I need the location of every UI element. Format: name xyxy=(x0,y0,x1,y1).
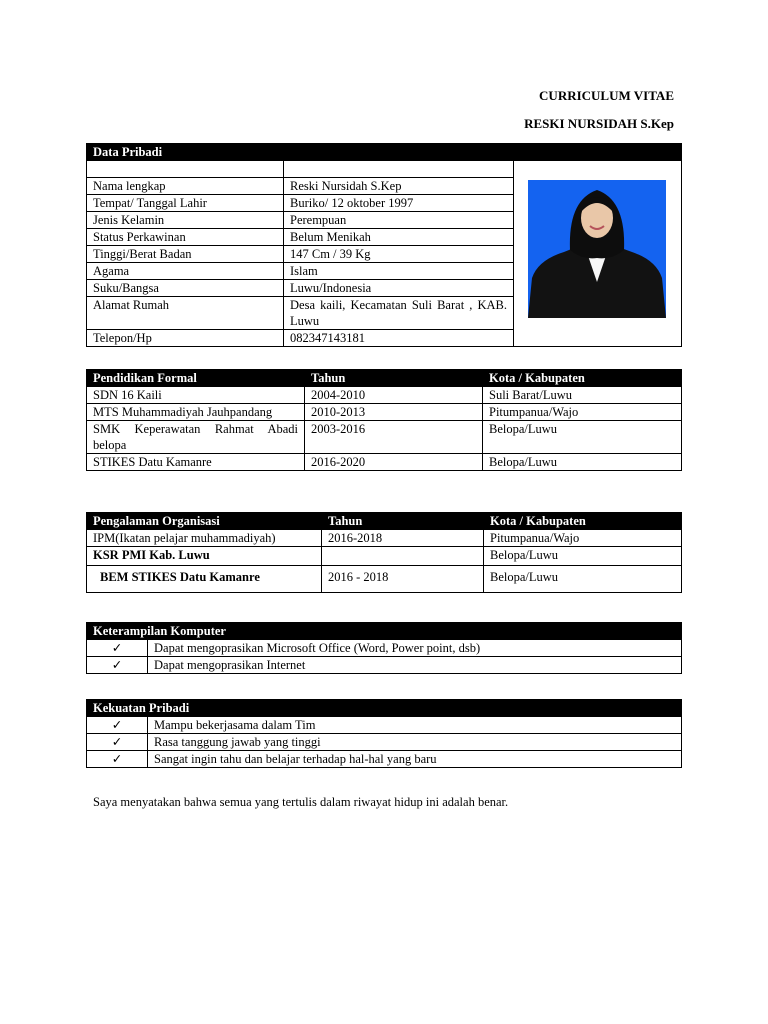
checkmark-icon: ✓ xyxy=(87,657,148,674)
year-cell xyxy=(322,547,484,566)
organization-header: Pengalaman Organisasi xyxy=(87,513,322,530)
strengths-table xyxy=(86,699,682,768)
city-cell: Belopa/Luwu xyxy=(483,421,682,454)
city-cell: Belopa/Luwu xyxy=(483,454,682,471)
label-cell: Tinggi/Berat Badan xyxy=(87,246,284,263)
person-portrait-icon xyxy=(528,180,666,318)
label-cell: Jenis Kelamin xyxy=(87,212,284,229)
skill-item: Dapat mengoprasikan Internet xyxy=(148,657,682,674)
label-cell: Tempat/ Tanggal Lahir xyxy=(87,195,284,212)
year-cell: 2016-2020 xyxy=(305,454,483,471)
education-header: Pendidikan Formal xyxy=(87,370,305,387)
value-cell: Belum Menikah xyxy=(284,229,514,246)
year-cell: 2016-2018 xyxy=(322,530,484,547)
value-cell: Perempuan xyxy=(284,212,514,229)
computer-skills-table xyxy=(86,622,682,674)
value-cell: Desa kaili, Kecamatan Suli Barat , KAB. Luwu xyxy=(284,297,514,330)
photo-cell xyxy=(514,161,682,347)
label-cell: Suku/Bangsa xyxy=(87,280,284,297)
education-header: Tahun xyxy=(305,370,483,387)
value-cell: Reski Nursidah S.Kep xyxy=(284,178,514,195)
city-cell: Belopa/Luwu xyxy=(484,547,682,566)
value-cell: 082347143181 xyxy=(284,330,514,347)
label-cell: Agama xyxy=(87,263,284,280)
profile-photo xyxy=(528,180,666,318)
value-cell: Luwu/Indonesia xyxy=(284,280,514,297)
value-cell: Buriko/ 12 oktober 1997 xyxy=(284,195,514,212)
cv-title: CURRICULUM VITAE xyxy=(539,88,674,103)
strength-item: Mampu bekerjasama dalam Tim xyxy=(148,717,682,734)
org-cell: BEM STIKES Datu Kamanre xyxy=(87,566,322,593)
year-cell: 2010-2013 xyxy=(305,404,483,421)
city-cell: Suli Barat/Luwu xyxy=(483,387,682,404)
org-cell: KSR PMI Kab. Luwu xyxy=(87,547,322,566)
school-cell: MTS Muhammadiyah Jauhpandang xyxy=(87,404,305,421)
cv-name: RESKI NURSIDAH S.Kep xyxy=(524,116,674,131)
school-cell: STIKES Datu Kamanre xyxy=(87,454,305,471)
checkmark-icon: ✓ xyxy=(87,717,148,734)
checkmark-icon: ✓ xyxy=(87,640,148,657)
org-cell: IPM(Ikatan pelajar muhammadiyah) xyxy=(87,530,322,547)
organization-header: Kota / Kabupaten xyxy=(484,513,682,530)
personal-data-table xyxy=(86,143,682,347)
label-cell: Telepon/Hp xyxy=(87,330,284,347)
label-cell: Alamat Rumah xyxy=(87,297,284,330)
school-cell: SDN 16 Kaili xyxy=(87,387,305,404)
blank-cell xyxy=(87,161,284,178)
school-cell: SMK Keperawatan Rahmat Abadi belopa xyxy=(87,421,305,454)
year-cell: 2004-2010 xyxy=(305,387,483,404)
city-cell: Pitumpanua/Wajo xyxy=(484,530,682,547)
declaration-statement: Saya menyatakan bahwa semua yang tertulis dalam riwayat hidup ini adalah benar. xyxy=(93,795,509,809)
strength-item: Rasa tanggung jawab yang tinggi xyxy=(148,734,682,751)
checkmark-icon: ✓ xyxy=(87,734,148,751)
checkmark-icon: ✓ xyxy=(87,751,148,768)
skill-item: Dapat mengoprasikan Microsoft Office (Word, Power point, dsb) xyxy=(148,640,682,657)
blank-cell xyxy=(284,161,514,178)
strength-item: Sangat ingin tahu dan belajar terhadap hal-hal yang baru xyxy=(148,751,682,768)
organization-table xyxy=(86,512,682,593)
city-cell: Belopa/Luwu xyxy=(484,566,682,593)
personal-data-header-blank xyxy=(514,144,682,161)
year-cell: 2016 - 2018 xyxy=(322,566,484,593)
city-cell: Pitumpanua/Wajo xyxy=(483,404,682,421)
label-cell: Nama lengkap xyxy=(87,178,284,195)
year-cell: 2003-2016 xyxy=(305,421,483,454)
computer-skills-header: Keterampilan Komputer xyxy=(87,623,682,640)
label-cell: Status Perkawinan xyxy=(87,229,284,246)
education-table xyxy=(86,369,682,471)
personal-data-header: Data Pribadi xyxy=(87,144,514,161)
value-cell: Islam xyxy=(284,263,514,280)
education-header: Kota / Kabupaten xyxy=(483,370,682,387)
strengths-header: Kekuatan Pribadi xyxy=(87,700,682,717)
organization-header: Tahun xyxy=(322,513,484,530)
value-cell: 147 Cm / 39 Kg xyxy=(284,246,514,263)
